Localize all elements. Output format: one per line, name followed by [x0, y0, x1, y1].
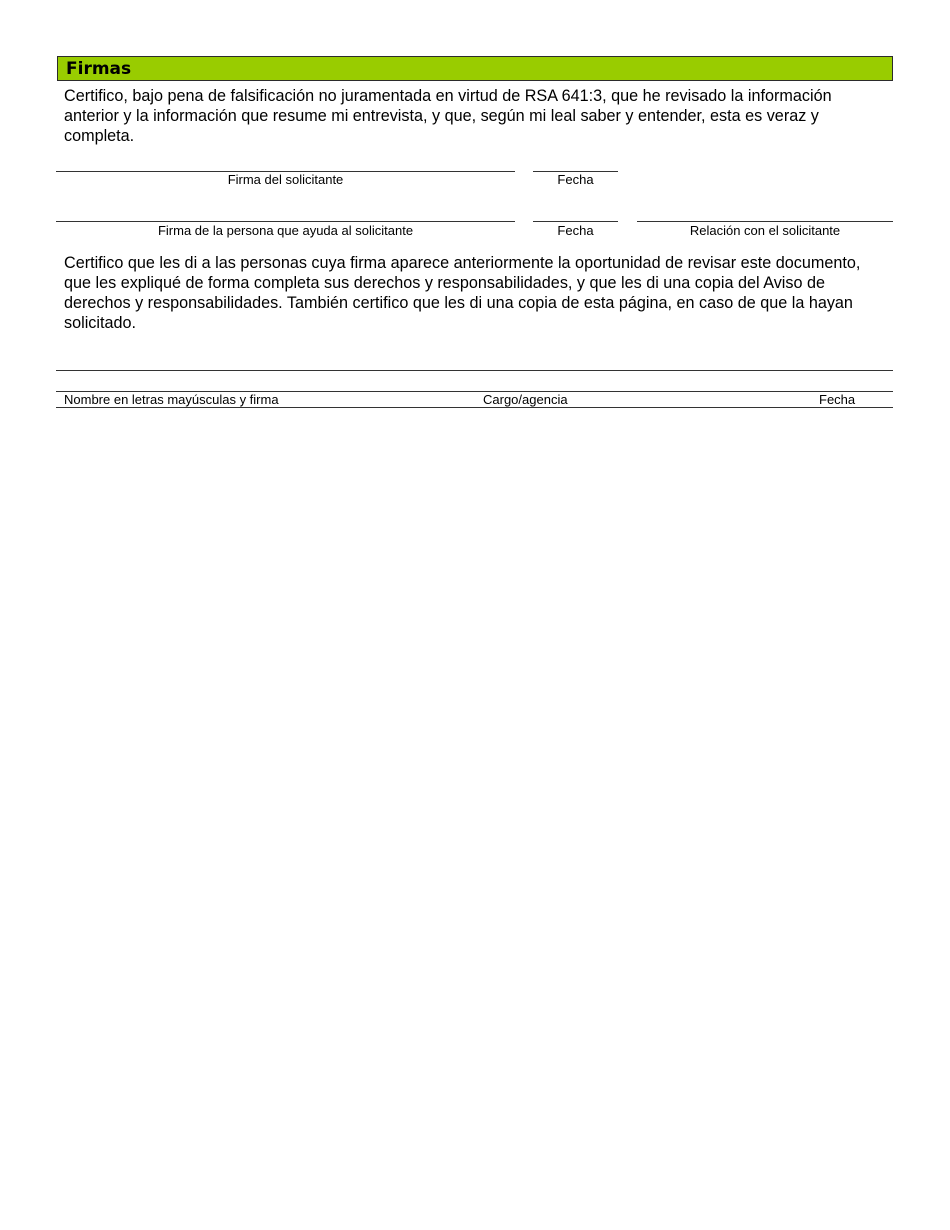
section-header	[57, 56, 893, 81]
helper-relationship-line[interactable]	[637, 221, 893, 222]
staff-position-label: Cargo/agencia	[483, 392, 568, 407]
section-title: Firmas	[66, 59, 132, 79]
helper-relationship-label: Relación con el solicitante	[689, 223, 841, 238]
helper-signature-label: Firma de la persona que ayuda al solicitante	[157, 223, 414, 238]
certification-statement-applicant: Certifico, bajo pena de falsificación no juramentada en virtud de RSA 641:3, que he revisado la información anterior y la información que resume mi entrevista, y que, según mi leal saber y entender, esta es veraz y completa.	[64, 87, 832, 145]
applicant-date-label: Fecha	[557, 172, 594, 187]
helper-date-label: Fecha	[557, 223, 594, 238]
applicant-signature-label: Firma del solicitante	[227, 172, 344, 187]
helper-date-line[interactable]	[533, 221, 618, 222]
helper-signature-line[interactable]	[56, 221, 515, 222]
staff-bottom-line	[56, 407, 893, 408]
staff-date-label: Fecha	[819, 392, 856, 407]
certification-statement-staff: Certifico que les di a las personas cuya firma aparece anteriormente la oportunidad de revisar este documento, que les expliqué de forma completa sus derechos y responsabilidades, y que les di una copia del Aviso de derechos y responsabilidades. También certifico que les di una copia de esta página, en caso de que la hayan solicitado.	[64, 254, 861, 332]
staff-name-label: Nombre en letras mayúsculas y firma	[64, 392, 279, 407]
staff-separator-line	[56, 370, 893, 371]
